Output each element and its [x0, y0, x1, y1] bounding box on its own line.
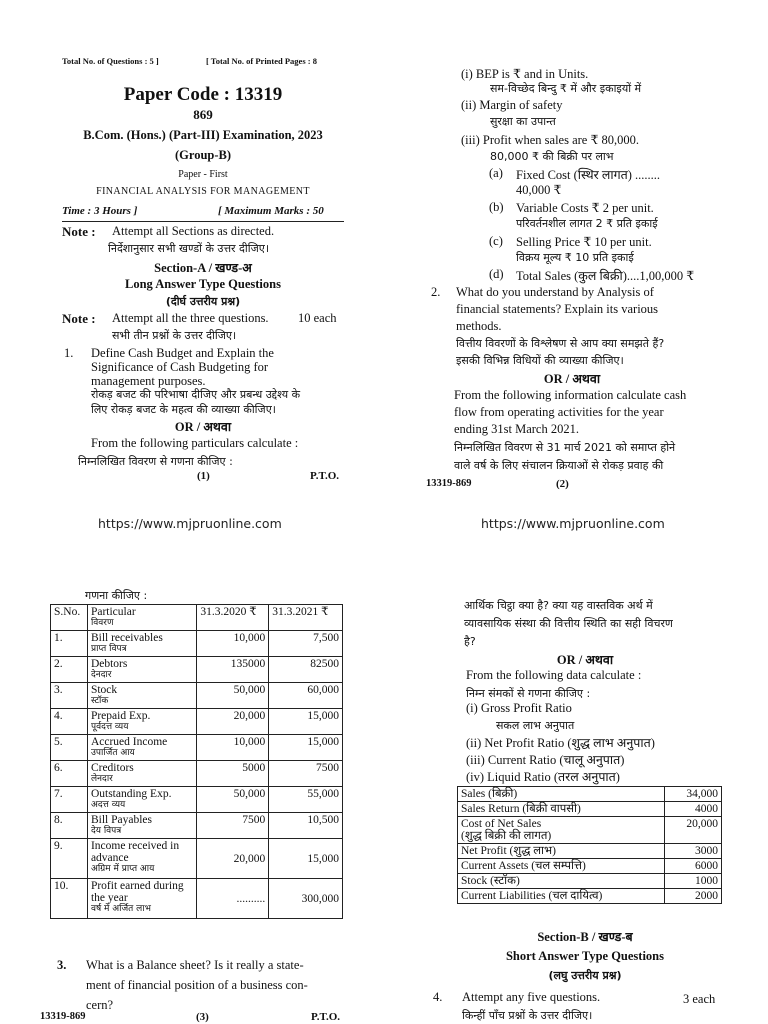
subject: FINANCIAL ANALYSIS FOR MANAGEMENT	[96, 186, 310, 197]
header-2021: 31.3.2021 ₹	[269, 605, 343, 631]
note2-marks: 10 each	[298, 311, 337, 325]
q1-alt-hi: निम्नलिखित विवरण से गणना कीजिए :	[78, 455, 233, 468]
note1-label: Note :	[62, 224, 96, 239]
exam-title: B.Com. (Hons.) (Part-III) Examination, 2023	[83, 128, 323, 142]
q3-number: 3.	[57, 958, 67, 972]
table-row: 8. Bill Payables देय विपत्र 7500 10,500	[51, 813, 343, 839]
q2-number: 2.	[431, 285, 441, 299]
time: Time : 3 Hours ]	[62, 205, 138, 217]
long-answer-title: Long Answer Type Questions	[125, 277, 281, 291]
paper-label: Paper - First	[178, 169, 228, 180]
q2-hi2: इसकी विभिन्न विधियों की व्याख्या कीजिए।	[456, 354, 624, 367]
q1-number: 1.	[64, 346, 74, 360]
note2-label: Note :	[62, 311, 96, 326]
q3-hi1: आर्थिक चिट्ठा क्या है? क्या यह वास्तविक अर्थ में	[464, 599, 653, 612]
q3-hi3: है?	[464, 635, 476, 648]
pto: P.T.O.	[310, 470, 340, 482]
q2-alt2: flow from operating activities for the year	[454, 405, 664, 419]
page-number: (2)	[556, 478, 569, 490]
ratio-1: (i) Gross Profit Ratio	[466, 701, 572, 715]
short-answer-title-hi: (लघु उत्तरीय प्रश्न)	[548, 969, 622, 982]
q4-marks: 3 each	[683, 992, 716, 1006]
item-a-value: 40,000 ₹	[516, 183, 562, 197]
ratio-3: (iii) Current Ratio (चालू अनुपात)	[466, 753, 625, 767]
item-b-label: (b)	[489, 200, 504, 214]
table-row: Current Assets (चल सम्पत्ति) 6000	[458, 859, 722, 874]
item-b-hi: परिवर्तनशील लागत 2 ₹ प्रति इकाई	[516, 217, 658, 230]
q4-text: Attempt any five questions.	[462, 990, 601, 1004]
item-d-label: (d)	[489, 267, 504, 281]
table-row: Current Liabilities (चल दायित्व) 2000	[458, 889, 722, 904]
calc-hi: निम्न संमकों से गणना कीजिए :	[466, 687, 591, 700]
table-intro-hi: गणना कीजिए :	[85, 589, 148, 602]
table-row: 7. Outstanding Exp. अदत्त व्यय 50,000 55,000	[51, 787, 343, 813]
header-sno: S.No.	[51, 605, 88, 631]
short-answer-title: Short Answer Type Questions	[505, 949, 664, 963]
q3-line2: ment of financial position of a business con-	[86, 978, 308, 992]
table-header	[51, 605, 343, 631]
table-row: 1. Bill receivables प्राप्त विपत्र 10,000 7,500	[51, 631, 343, 657]
note1-en: Attempt all Sections as directed.	[112, 224, 275, 238]
item-a: Fixed Cost (स्थिर लागत) ........	[516, 168, 661, 182]
header-2020: 31.3.2020 ₹	[197, 605, 269, 631]
source-url: https://www.mjpruonline.com	[481, 516, 665, 531]
q1-line2: Significance of Cash Budgeting for	[91, 360, 269, 374]
item-i-hi: सम-विच्छेद बिन्दु ₹ में और इकाइयों में	[490, 82, 642, 95]
data-table	[457, 786, 722, 904]
q2-line1: What do you understand by Analysis of	[456, 285, 654, 299]
note2-hi: सभी तीन प्रश्नों के उत्तर दीजिए।	[112, 329, 237, 342]
q3-or: OR / अथवा	[556, 653, 614, 667]
paper-code: Paper Code : 13319	[123, 84, 283, 105]
item-ii-hi: सुरक्षा का उपान्त	[490, 115, 556, 128]
note2-en: Attempt all the three questions.	[112, 311, 269, 325]
q4-number: 4.	[433, 990, 443, 1004]
long-answer-title-hi: (दीर्घ उत्तरीय प्रश्न)	[165, 295, 241, 308]
section-b: Section-B / खण्ड-ब	[537, 930, 633, 944]
table-row: Cost of Net Sales (शुद्ध बिक्री की लागत) 20,000	[458, 817, 722, 844]
q1-hi1: रोकड़ बजट की परिभाषा दीजिए और प्रबन्ध उद्देश्य के	[91, 388, 301, 401]
calc-en: From the following data calculate :	[466, 668, 642, 682]
code: 869	[193, 107, 213, 122]
footer-code: 13319-869	[426, 478, 472, 489]
section-a: Section-A / खण्ड-अ	[154, 261, 252, 275]
header-particular: Particular विवरण	[87, 605, 196, 631]
pto: P.T.O.	[311, 1011, 341, 1023]
item-c-hi: विक्रय मूल्य ₹ 10 प्रति इकाई	[516, 251, 634, 264]
total-pages: [ Total No. of Printed Pages : 8	[206, 56, 317, 66]
ratio-2: (ii) Net Profit Ratio (शुद्ध लाभ अनुपात)	[466, 736, 655, 750]
q1-line1: Define Cash Budget and Explain the	[91, 346, 274, 360]
q2-line2: financial statements? Explain its various	[456, 302, 659, 316]
item-iii-hi: 80,000 ₹ की बिक्री पर लाभ	[490, 150, 614, 163]
q4-hi: किन्हीं पाँच प्रश्नों के उत्तर दीजिए।	[462, 1009, 593, 1022]
q1-or: OR / अथवा	[174, 420, 232, 434]
q2-hi1: वित्तीय विवरणों के विश्लेषण से आप क्या समझते हैं?	[456, 337, 665, 350]
q3-line3: cern?	[86, 998, 114, 1012]
item-i: (i) BEP is ₹ and in Units.	[461, 67, 589, 81]
q2-alt-hi1: निम्नलिखित विवरण से 31 मार्च 2021 को समाप्त होने	[454, 441, 676, 454]
item-c-label: (c)	[489, 234, 503, 248]
q1-line3: management purposes.	[91, 374, 206, 388]
balances-table	[50, 604, 343, 919]
note1-hi: निर्देशानुसार सभी खण्डों के उत्तर दीजिए।	[108, 242, 269, 255]
table-row: 9. Income received in advance अग्रिम में प्राप्त आय 20,000 15,000	[51, 839, 343, 879]
total-questions: Total No. of Questions : 5 ]	[62, 56, 159, 66]
q2-alt1: From the following information calculate cash	[454, 388, 687, 402]
q3-line1: What is a Balance sheet? Is it really a state-	[86, 958, 304, 972]
q2-alt-hi2: वाले वर्ष के लिए संचालन क्रियाओं से रोकड़ प्रवाह की	[454, 459, 664, 472]
table-row: 2. Debtors देनदार 135000 82500	[51, 657, 343, 683]
item-c: Selling Price ₹ 10 per unit.	[516, 235, 652, 249]
item-ii: (ii) Margin of safety	[461, 98, 563, 112]
table-row: 5. Accrued Income उपार्जित आय 10,000 15,000	[51, 735, 343, 761]
ratio-4: (iv) Liquid Ratio (तरल अनुपात)	[466, 770, 620, 784]
q3-hi2: व्यावसायिक संस्था की वित्तीय स्थिति का सही विचरण	[464, 617, 673, 630]
q2-line3: methods.	[456, 319, 502, 333]
item-a-label: (a)	[489, 166, 503, 180]
max-marks: [ Maximum Marks : 50	[218, 205, 324, 217]
item-iii: (iii) Profit when sales are ₹ 80,000.	[461, 133, 640, 147]
table-row: Sales Return (बिक्री वापसी) 4000	[458, 802, 722, 817]
table-row: 3. Stock स्टॉक 50,000 60,000	[51, 683, 343, 709]
table-row: 6. Creditors लेनदार 5000 7500	[51, 761, 343, 787]
q2-or: OR / अथवा	[543, 372, 601, 386]
item-d: Total Sales (कुल बिक्री)....1,00,000 ₹	[516, 269, 695, 283]
page-number: (1)	[197, 470, 210, 482]
table-row: 10. Profit earned during the year वर्ष में अर्जित लाभ .......... 300,000	[51, 879, 343, 919]
q2-alt3: ending 31st March 2021.	[454, 422, 579, 436]
footer-code: 13319-869	[40, 1011, 86, 1022]
item-b: Variable Costs ₹ 2 per unit.	[516, 201, 654, 215]
table-row: Net Profit (शुद्ध लाभ) 3000	[458, 844, 722, 859]
ratio-1-hi: सकल लाभ अनुपात	[496, 719, 575, 732]
q1-alt-en: From the following particulars calculate :	[91, 436, 299, 450]
table-row: 4. Prepaid Exp. पूर्वदत्त व्यय 20,000 15,000	[51, 709, 343, 735]
page-number: (3)	[196, 1011, 209, 1023]
q1-hi2: लिए रोकड़ बजट के महत्व की व्याख्या कीजिए।	[91, 403, 276, 416]
table-row: Stock (स्टॉक) 1000	[458, 874, 722, 889]
source-url: https://www.mjpruonline.com	[98, 516, 282, 531]
table-row: Sales (बिक्री) 34,000	[458, 787, 722, 802]
group: (Group-B)	[174, 148, 232, 162]
